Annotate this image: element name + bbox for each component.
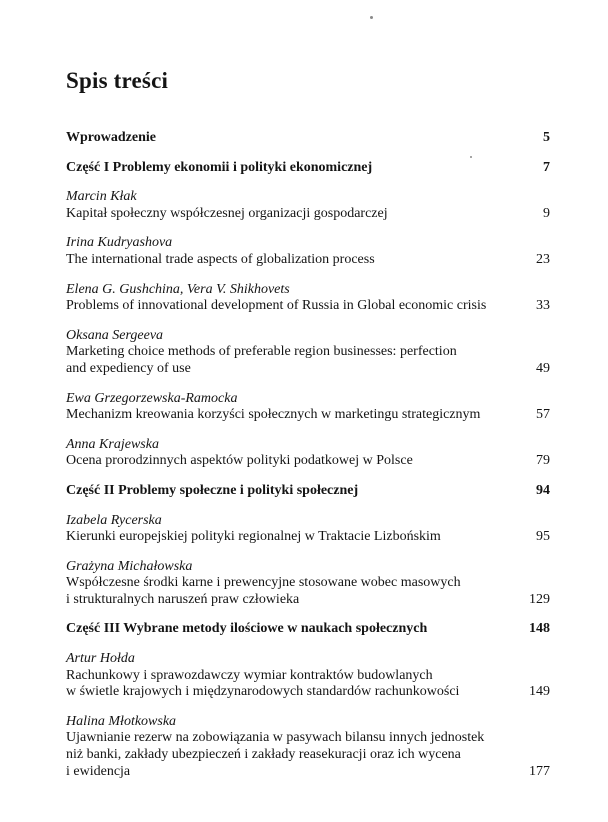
entry-title (66, 160, 516, 177)
entry-page-number: 57 (536, 407, 550, 423)
entry-page-number: 79 (536, 453, 550, 469)
entry-title (66, 668, 516, 701)
scan-speck (470, 156, 472, 158)
entry-page-number: 49 (536, 360, 550, 376)
entry-row (66, 730, 550, 780)
entry-page-number: 9 (543, 205, 550, 221)
toc-article-entry (66, 714, 550, 780)
entry-title-line: Część I Problemy ekonomii i polityki ekonomicznej (66, 159, 373, 175)
entry-title (66, 130, 516, 147)
toc-section-entry (66, 621, 550, 638)
entry-title-line: Marketing choice methods of preferable region businesses: perfection (66, 344, 457, 360)
toc-article-entry (66, 189, 550, 222)
entry-title-line: Kapitał społeczny współczesnej organizacji gospodarczej (66, 205, 388, 221)
entry-author: Irina Kudryashova (66, 235, 173, 251)
entry-row (66, 529, 550, 546)
entry-row (66, 344, 550, 377)
entry-title-line: Część III Wybrane metody ilościowe w naukach społecznych (66, 621, 428, 637)
entry-title-line: niż banki, zakłady ubezpieczeń i zakłady reasekuracji oraz ich wycena (66, 747, 461, 763)
toc-article-entry (66, 391, 550, 424)
entry-title-line: i strukturalnych naruszeń praw człowieka (66, 591, 300, 607)
entry-page-number: 94 (536, 482, 550, 498)
entry-row (66, 453, 550, 470)
entry-title-line: Rachunkowy i sprawozdawczy wymiar kontraktów budowlanych (66, 667, 433, 683)
entry-author: Izabela Rycerska (66, 512, 162, 528)
entry-row (66, 206, 550, 223)
entry-title-line: and expediency of use (66, 360, 191, 376)
toc-article-entry (66, 437, 550, 470)
entry-title (66, 206, 516, 223)
entry-title-line: Kierunki europejskiej polityki regionalnej w Traktacie Lizbońskim (66, 529, 441, 545)
toc-article-entry (66, 651, 550, 701)
entry-page-number: 129 (529, 591, 550, 607)
entry-title (66, 298, 516, 315)
entry-title (66, 575, 516, 608)
entry-author: Ewa Grzegorzewska-Ramocka (66, 390, 238, 406)
entry-row (66, 668, 550, 701)
entry-row (66, 575, 550, 608)
entry-author: Marcin Kłak (66, 189, 137, 205)
entry-author: Elena G. Gushchina, Vera V. Shikhovets (66, 281, 290, 297)
entry-page-number: 177 (529, 763, 550, 779)
entry-title-line: w świetle krajowych i międzynarodowych standardów rachunkowości (66, 684, 460, 700)
toc-section-entry (66, 130, 550, 147)
entry-author: Grażyna Michałowska (66, 558, 193, 574)
toc-article-entry (66, 513, 550, 546)
toc-entries (66, 130, 550, 780)
entry-row (66, 621, 550, 638)
entry-title-line: Ujawnianie rezerw na zobowiązania w pasywach bilansu innych jednostek (66, 730, 485, 746)
scan-speck (370, 16, 373, 19)
entry-row (66, 483, 550, 500)
entry-author: Oksana Sergeeva (66, 327, 164, 343)
entry-page-number: 33 (536, 298, 550, 314)
entry-page-number: 5 (543, 130, 550, 145)
entry-title-line: i ewidencja (66, 763, 131, 779)
entry-page-number: 95 (536, 529, 550, 545)
entry-row (66, 298, 550, 315)
entry-title (66, 621, 516, 638)
entry-title-line: Wprowadzenie (66, 130, 156, 145)
page-title: Spis treści (66, 68, 169, 93)
entry-title-line: Mechanizm kreowania korzyści społecznych w marketingu strategicznym (66, 407, 481, 423)
entry-page-number: 149 (529, 684, 550, 700)
entry-title (66, 730, 516, 780)
entry-row (66, 130, 550, 147)
entry-author: Halina Młotkowska (66, 713, 177, 729)
entry-row (66, 407, 550, 424)
entry-title-line: Część II Problemy społeczne i polityki społecznej (66, 482, 359, 498)
entry-author: Anna Krajewska (66, 436, 159, 452)
entry-title-line: The international trade aspects of globalization process (66, 251, 375, 267)
toc-article-entry (66, 559, 550, 609)
entry-row (66, 252, 550, 269)
toc-section-entry (66, 160, 550, 177)
entry-title (66, 407, 516, 424)
entry-page-number: 7 (543, 159, 550, 175)
entry-title-line: Współczesne środki karne i prewencyjne stosowane wobec masowych (66, 575, 461, 591)
entry-author: Artur Hołda (66, 651, 135, 667)
entry-row (66, 160, 550, 177)
entry-title (66, 252, 516, 269)
entry-title (66, 529, 516, 546)
toc-article-entry (66, 235, 550, 268)
entry-title-line: Problems of innovational development of Russia in Global economic crisis (66, 298, 487, 314)
toc-section-entry (66, 483, 550, 500)
entry-page-number: 23 (536, 251, 550, 267)
entry-page-number: 148 (529, 621, 550, 637)
entry-title (66, 483, 516, 500)
entry-title (66, 344, 516, 377)
entry-title (66, 453, 516, 470)
toc-article-entry (66, 328, 550, 378)
toc-article-entry (66, 282, 550, 315)
entry-title-line: Ocena prorodzinnych aspektów polityki podatkowej w Polsce (66, 453, 413, 469)
